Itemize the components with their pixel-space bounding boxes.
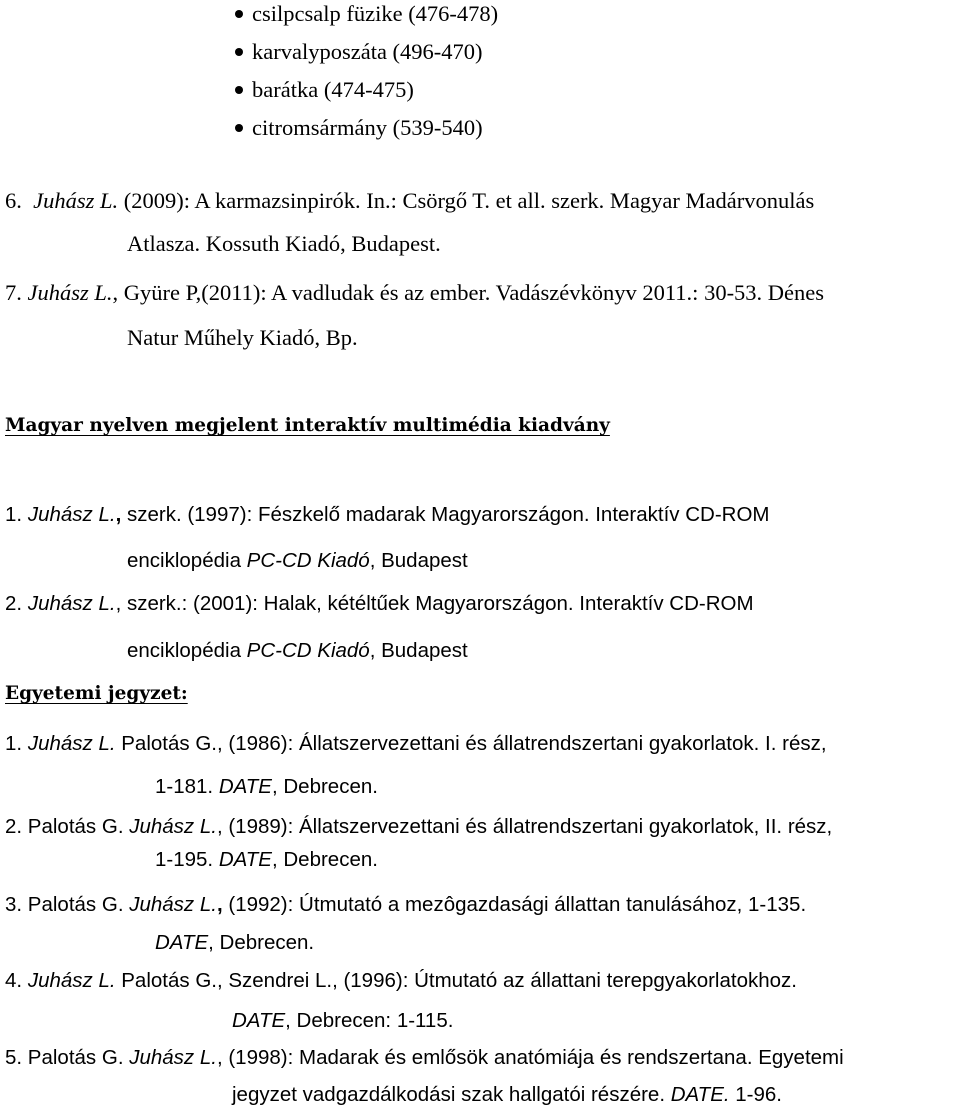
reference-text: , (1998): Madarak és emlősök anatómiája és rendszertana. Egyetemi — [216, 1046, 844, 1069]
jegyzet-item-4-continuation: DATE, Debrecen: 1-115. — [232, 1009, 454, 1032]
section-heading-multimedia: Magyar nyelven megjelent interaktív multimédia kiadvány — [5, 415, 610, 436]
reference-7-continuation: Natur Műhely Kiadó, Bp. — [127, 325, 358, 350]
reference-text: , (1989): Állatszervezettani és állatrendszertani gyakorlatok, II. rész, — [216, 815, 833, 838]
jegyzet-item-2: 2. Palotás G. Juhász L., (1989): Állatszervezettani és állatrendszertani gyakorlatok, II. rész, — [5, 815, 833, 838]
reference-text: (1992): Útmutató a mezôgazdasági állattan tanulásához, 1-135. — [222, 893, 807, 916]
reference-text: Palotás G., (1986): Állatszervezettani és állatrendszertani gyakorlatok. I. rész, — [115, 732, 827, 755]
jegyzet-item-3-continuation: DATE, Debrecen. — [155, 931, 315, 954]
reference-number: 1. — [5, 732, 23, 755]
reference-number: 2. — [5, 592, 23, 615]
reference-author: Juhász L. — [129, 893, 217, 916]
bullet-item: barátka (474-475) — [252, 77, 414, 102]
reference-author: Juhász L. — [27, 732, 116, 755]
multimedia-item-2 — [5, 590, 754, 618]
reference-6 — [5, 187, 814, 215]
reference-author: Juhász L. — [27, 503, 116, 526]
reference-text: szerk. (1997): Fészkelő madarak Magyarországon. Interaktív CD-ROM — [121, 503, 770, 526]
reference-author: Juhász L. — [27, 969, 116, 992]
reference-author: Juhász L. — [33, 188, 119, 213]
reference-number: 4. — [5, 969, 23, 992]
jegyzet-item-1 — [5, 730, 827, 758]
reference-text: Palotás G., Szendrei L., (1996): Útmutató az állattani terepgyakorlatokhoz. — [115, 969, 797, 992]
bullet-icon — [235, 10, 243, 18]
reference-number: 5. — [5, 1046, 23, 1069]
reference-text: , Gyüre P,(2011): A vadludak és az ember. Vadászévkönyv 2011.: 30-53. Dénes — [112, 280, 825, 305]
reference-author: Juhász L. — [129, 1046, 217, 1069]
bullet-icon — [235, 86, 243, 94]
reference-author: Juhász L. — [27, 592, 116, 615]
jegyzet-item-4 — [5, 967, 797, 995]
reference-comma: , — [115, 503, 122, 526]
bullet-icon — [235, 48, 243, 56]
reference-number: 2. — [5, 815, 23, 838]
multimedia-item-1 — [5, 501, 770, 529]
section-heading-jegyzet: Egyetemi jegyzet: — [5, 683, 188, 704]
reference-6-continuation: Atlasza. Kossuth Kiadó, Budapest. — [127, 231, 441, 256]
bullet-icon — [235, 124, 243, 132]
publisher: PC-CD Kiadó — [246, 549, 370, 572]
reference-text: , szerk.: (2001): Halak, kétéltűek Magyarországon. Interaktív CD-ROM — [115, 592, 754, 615]
reference-author: Juhász L. — [27, 280, 113, 305]
publisher: PC-CD Kiadó — [246, 639, 370, 662]
bullet-item: citromsármány (539-540) — [252, 115, 483, 140]
multimedia-item-1-continuation: enciklopédia PC-CD Kiadó, Budapest — [127, 549, 468, 572]
jegyzet-item-5: 5. Palotás G. Juhász L., (1998): Madarak és emlősök anatómiája és rendszertana. Egyetemi — [5, 1046, 844, 1069]
bullet-item: karvalyposzáta (496-470) — [252, 39, 483, 64]
reference-7 — [5, 279, 824, 307]
jegyzet-item-5-continuation: jegyzet vadgazdálkodási szak hallgatói részére. DATE. 1-96. — [232, 1083, 782, 1106]
reference-number: 3. — [5, 893, 23, 916]
reference-number: 1. — [5, 503, 23, 526]
multimedia-item-2-continuation: enciklopédia PC-CD Kiadó, Budapest — [127, 639, 468, 662]
jegyzet-item-1-continuation: 1-181. DATE, Debrecen. — [155, 775, 378, 798]
bullet-item: csilpcsalp füzike (476-478) — [252, 1, 499, 26]
reference-author: Juhász L. — [129, 815, 217, 838]
jegyzet-item-3: 3. Palotás G. Juhász L., (1992): Útmutató a mezôgazdasági állattan tanulásához, 1-135. — [5, 893, 807, 916]
jegyzet-item-2-continuation: 1-195. DATE, Debrecen. — [155, 848, 378, 871]
reference-text: (2009): A karmazsinpirók. In.: Csörgő T. et all. szerk. Magyar Madárvonulás — [123, 188, 815, 213]
reference-number: 7. — [5, 280, 22, 305]
reference-number: 6. — [5, 188, 22, 213]
